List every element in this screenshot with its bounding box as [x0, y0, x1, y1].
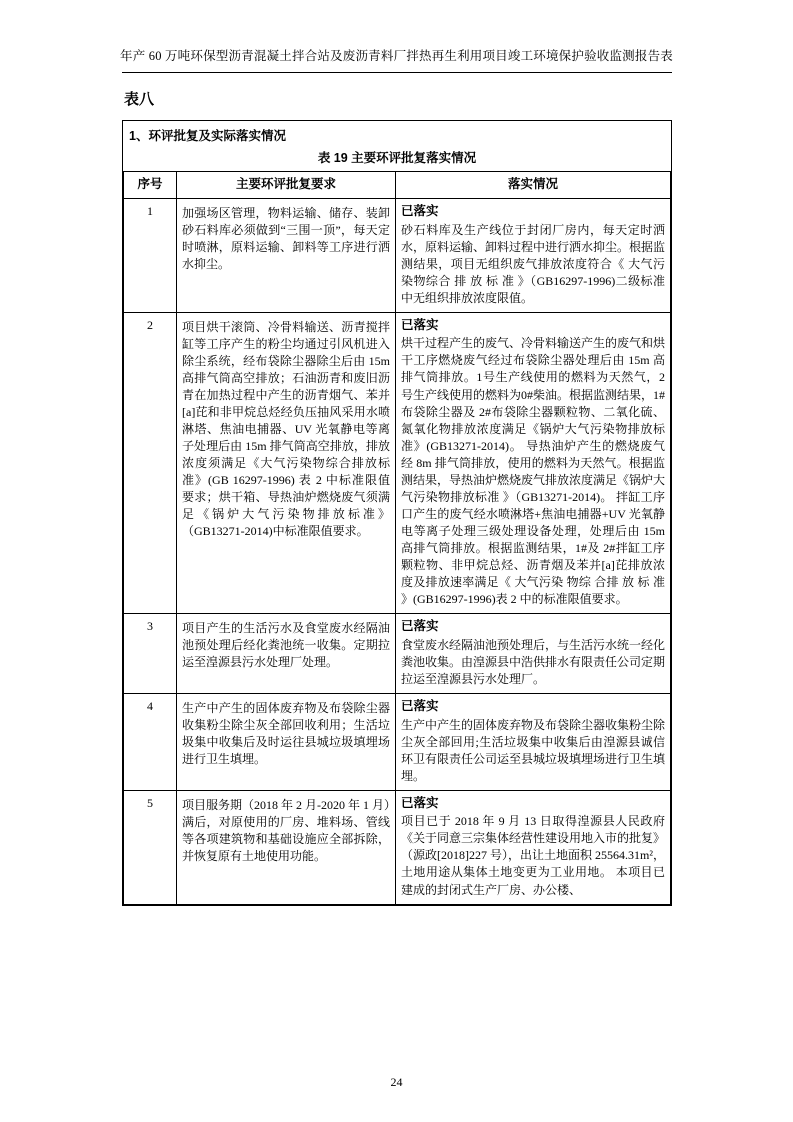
box-heading: 1、环评批复及实际落实情况: [129, 129, 286, 143]
table-row: [124, 312, 671, 613]
row-number: 3: [124, 613, 177, 693]
result-text: 烘干过程产生的废气、冷骨料输送产生的废气和烘干工序燃烧废气经过布袋除尘器处理后由 15m 高排气筒排放。1号生产线使用的燃料为天然气，2 号生产线使用的燃料为0#柴油。根据监测结果，1#布袋除尘器及 2#布袋除尘器颗粒物、二氧化硫、氮氧化物排放浓度满足《锅炉大气污染物排放标准》(GB13271-2014)。 导热油炉产生的燃烧废气经 8m 排气筒排放，使用的燃料为天然气。根据监测结果，导热油炉燃烧废气排放浓度满足《锅炉大气污染物排放标准 》（GB13271-2014)。 拌缸工序口产生的废气经水喷淋塔+焦油电捕器+UV 光氧静电等离子处理三级处理设备处理，处理后由 15m 高排气筒排放。根据监测结果，1#及 2#拌缸工序颗粒物、非甲烷总烃、沥青烟及苯并[a]芘排放浓度及排放速率满足《 大气污染 物综 合排 放 标 准 》(GB16297-1996)表 2 中的标准限值要求。: [401, 336, 666, 606]
row-requirement: [177, 693, 396, 790]
status-badge: 已落实: [401, 698, 439, 713]
status-badge: 已落实: [401, 203, 439, 218]
requirement-text: 项目烘干滚筒、冷骨料输送、沥青搅拌缸等工序产生的粉尘均通过引风机进入除尘系统，经布袋除尘器除尘后由 15m 高排气筒高空排放；石油沥青和废旧沥青在加热过程中产生的沥青烟气、苯并[a]芘和非甲烷总烃经负压抽风采用水喷淋塔、焦油电捕器、UV 光氧静电等离子处理后由 15m 排气筒高空排放，排放浓度须满足《大气污染物综合排放标准》(GB 16297-1996) 表 2 中标准限值要求；烘干箱、导热油炉燃烧废气须满足《锅炉大气污染物排放标准》（GB13271-2014)中标准限值要求。: [182, 319, 390, 539]
row-result: [396, 198, 671, 312]
table-row: [124, 693, 671, 790]
requirement-text: 生产中产生的固体废弃物及布袋除尘器收集粉尘除尘灰全部回收利用；生活垃圾集中收集后及时运往县城垃圾填埋场进行卫生填埋。: [182, 700, 390, 766]
table-header-row: [124, 172, 671, 199]
status-badge: 已落实: [401, 317, 439, 332]
result-text: 砂石料库及生产线位于封闭厂房内，每天定时洒水，原料运输、卸料过程中进行洒水抑尘。根据监测结果，项目无组织废气排放浓度符合《 大气污染物综合 排 放 标 准 》（GB16297-1996)二级标准中无组织排放浓度限值。: [401, 222, 666, 305]
content-box: [122, 120, 672, 906]
requirement-text: 项目服务期（2018 年 2 月-2020 年 1 月）满后，对原使用的厂房、堆料场、管线等各项建筑物和基础设施应全部拆除，并恢复原有土地使用功能。: [182, 797, 390, 863]
row-requirement: [177, 613, 396, 693]
result-text: 生产中产生的固体废弃物及布袋除尘器收集粉尘除尘灰全部回用;生活垃圾集中收集后由湟源县诚信环卫有限责任公司运至县城垃圾填埋场进行卫生填埋。: [401, 717, 666, 783]
status-badge: 已落实: [401, 795, 439, 810]
row-number: 5: [124, 790, 177, 904]
result-text: 项目已于 2018 年 9 月 13 日取得湟源县人民政府《关于同意三宗集体经营性建设用地入市的批复》（源政[2018]227 号），出让土地面积 25564.31m²，土地用途从集体土地变更为工业用地。 本项目已建成的封闭式生产厂房、办公楼、: [401, 814, 666, 897]
row-requirement: [177, 198, 396, 312]
requirement-text: 项目产生的生活污水及食堂废水经隔油池预处理后经化粪池统一收集。定期拉运至湟源县污水处理厂处理。: [182, 620, 390, 669]
row-requirement: [177, 790, 396, 904]
table-row: [124, 198, 671, 312]
approval-implementation-table: [123, 171, 671, 905]
page-header: 年产 60 万吨环保型沥青混凝土拌合站及废沥青料厂拌热再生利用项目竣工环境保护验收监测报告表: [120, 49, 673, 63]
row-result: [396, 693, 671, 790]
column-header-no: 序号: [124, 172, 177, 199]
row-result: [396, 613, 671, 693]
row-number: 4: [124, 693, 177, 790]
table-row: [124, 613, 671, 693]
row-result: [396, 312, 671, 613]
row-requirement: [177, 312, 396, 613]
requirement-text: 加强场区管理，物料运输、储存、装卸砂石料库必须做到“三围一顶”，每天定时喷淋，原料运输、卸料等工序进行洒水抑尘。: [182, 205, 390, 271]
column-header-result: 落实情况: [396, 172, 671, 199]
status-badge: 已落实: [401, 618, 439, 633]
page-title: 表八: [124, 91, 155, 108]
row-result: [396, 790, 671, 904]
table-caption: 表 19 主要环评批复落实情况: [317, 151, 477, 165]
result-text: 食堂废水经隔油池预处理后，与生活污水统一经化粪池收集。由湟源县中浩供排水有限责任公司定期拉运至湟源县污水处理厂。: [401, 637, 666, 686]
page-number: 24: [390, 1075, 403, 1089]
column-header-requirement: 主要环评批复要求: [177, 172, 396, 199]
table-row: [124, 790, 671, 904]
row-number: 1: [124, 198, 177, 312]
header-divider: [122, 72, 672, 73]
row-number: 2: [124, 312, 177, 613]
